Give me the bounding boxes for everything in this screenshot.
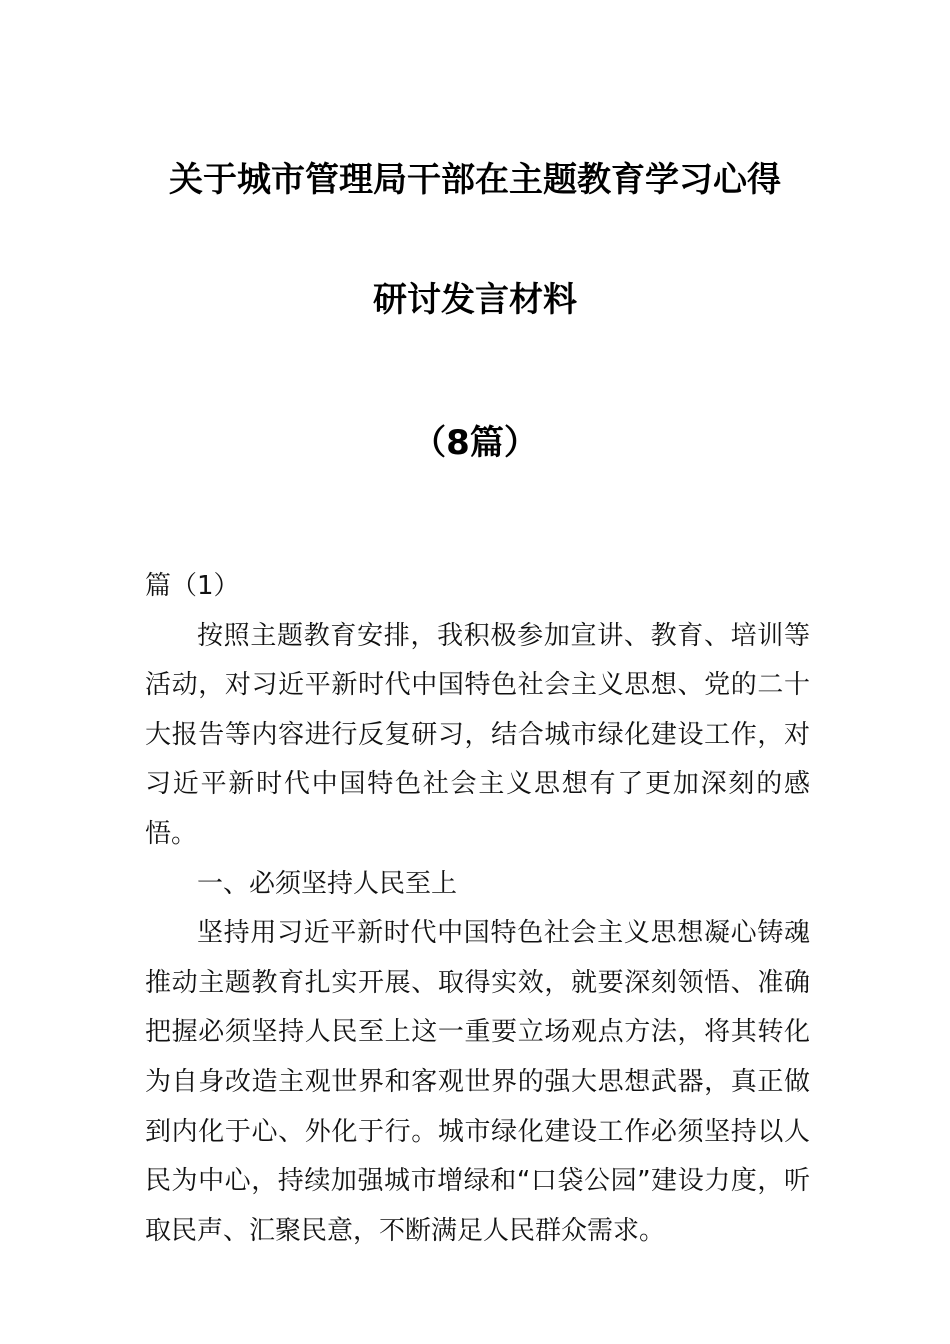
document-title-line-2: 研讨发言材料 <box>373 280 577 320</box>
document-body <box>145 562 810 1256</box>
body-paragraph: 坚持用习近平新时代中国特色社会主义思想凝心铸魂推动主题教育扎实开展、取得实效，就要深刻领悟、准确把握必须坚持人民至上这一重要立场观点方法，将其转化为自身改造主观世界和客观世界的强大思想武器，真正做到内化于心、外化于行。城市绿化建设工作必须坚持以人民为中心，持续加强城市增绿和“口袋公园”建设力度，听取民声、汇聚民意，不断满足人民群众需求。 <box>145 918 810 1246</box>
document-title-line-1: 关于城市管理局干部在主题教育学习心得 <box>169 160 781 200</box>
body-paragraph-intro: 按照主题教育安排，我积极参加宣讲、教育、培训等活动，对习近平新时代中国特色社会主义思想、党的二十大报告等内容进行反复研习，结合城市绿化建设工作，对习近平新时代中国特色社会主义思想有了更加深刻的感悟。 <box>145 620 810 849</box>
section-heading: 一、必须坚持人民至上 <box>197 868 458 899</box>
document-title-count: （8篇） <box>412 423 538 463</box>
section-label: 篇（1） <box>145 571 240 601</box>
